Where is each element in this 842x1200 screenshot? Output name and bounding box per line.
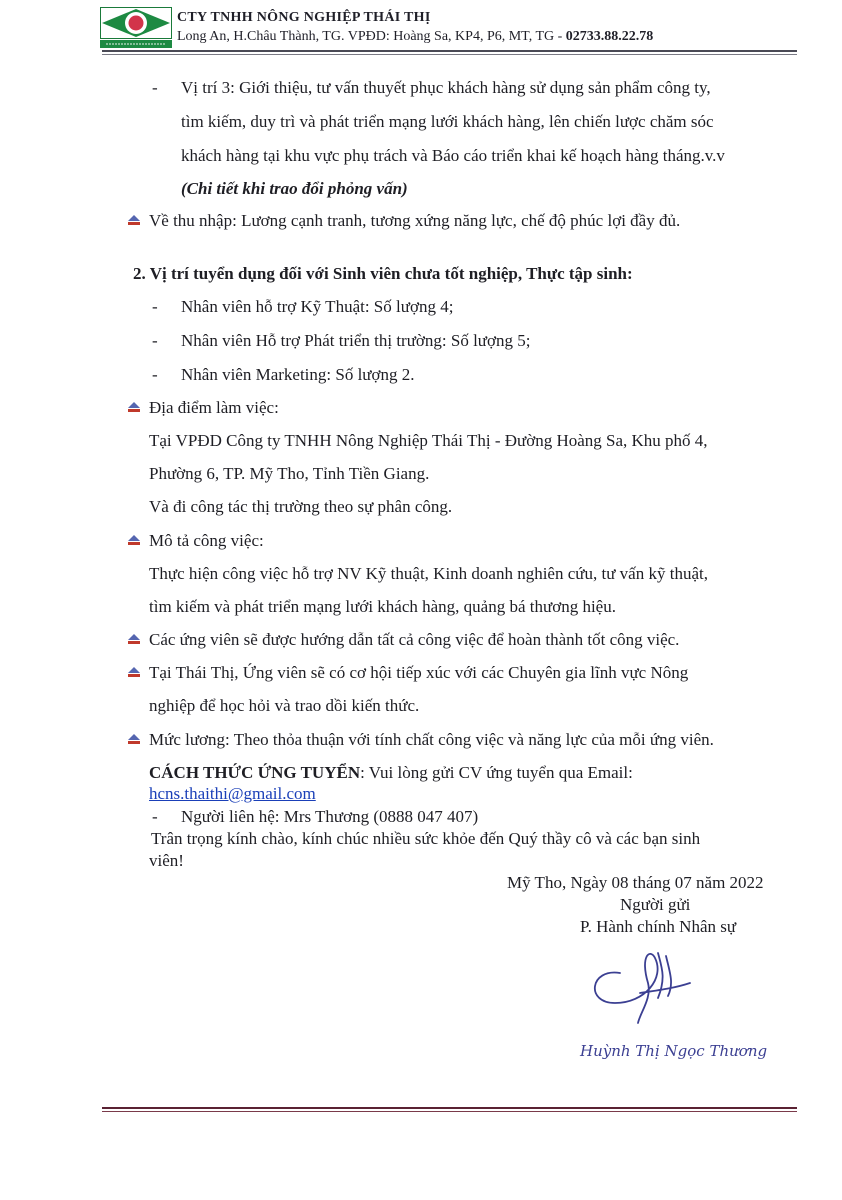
job-desc-text: Thực hiện công việc hỗ trợ NV Kỹ thuật, Kinh doanh nghiên cứu, tư vấn kỹ thuật, <box>149 564 708 583</box>
footer-rule <box>102 1107 797 1109</box>
email-link[interactable]: hcns.thaithi@gmail.com <box>149 784 316 803</box>
job-desc-text: tìm kiếm và phát triển mạng lưới khách hàng, quảng bá thương hiệu. <box>149 597 616 616</box>
bullet-arrow-icon <box>126 532 142 548</box>
letter-date: Mỹ Tho, Ngày 08 tháng 07 năm 2022 <box>507 873 764 892</box>
location-text: Tại VPĐD Công ty TNHH Nông Nghiệp Thái Thị - Đường Hoàng Sa, Khu phố 4, <box>149 431 708 450</box>
sender-label: Người gửi <box>620 895 691 914</box>
location-text: Phường 6, TP. Mỹ Tho, Tỉnh Tiền Giang. <box>149 464 430 483</box>
apply-label: CÁCH THỨC ỨNG TUYỂN <box>149 763 361 782</box>
section2-item: Nhân viên Hỗ trợ Phát triển thị trường: Số lượng 5; <box>181 331 531 350</box>
position3-text: khách hàng tại khu vực phụ trách và Báo cáo triển khai kế hoạch hàng tháng.v.v <box>181 146 725 165</box>
section2-title: 2. Vị trí tuyển dụng đối với Sinh viên chưa tốt nghiệp, Thực tập sinh: <box>133 264 633 283</box>
position3-text: Vị trí 3: Giới thiệu, tư vấn thuyết phục khách hàng sử dụng sản phẩm công ty, <box>181 78 711 97</box>
dash-marker: - <box>152 297 158 316</box>
signature-drawing <box>570 938 700 1028</box>
dash-marker: - <box>152 78 158 97</box>
dash-marker: - <box>152 365 158 384</box>
header-rule-thin <box>102 54 797 55</box>
bullet-arrow-icon <box>126 399 142 415</box>
dash-marker: - <box>152 807 158 826</box>
bullet-arrow-icon <box>126 731 142 747</box>
address-text: Long An, H.Châu Thành, TG. VPĐD: Hoàng Sa, KP4, P6, MT, TG - <box>177 29 566 44</box>
guidance-text: Các ứng viên sẽ được hướng dẫn tất cả công việc để hoàn thành tốt công việc. <box>149 630 680 649</box>
salary-text: Mức lương: Theo thỏa thuận với tính chất công việc và năng lực của mỗi ứng viên. <box>149 730 714 749</box>
location-label: Địa điểm làm việc: <box>149 398 279 417</box>
section2-item: Nhân viên hỗ trợ Kỹ Thuật: Số lượng 4; <box>181 297 454 316</box>
bullet-arrow-icon <box>126 631 142 647</box>
closing-text: viên! <box>149 851 184 870</box>
signer-name: Huỳnh Thị Ngọc Thương <box>580 1042 768 1060</box>
section2-item: Nhân viên Marketing: Số lượng 2. <box>181 365 415 384</box>
closing-text: Trân trọng kính chào, kính chúc nhiều sức khỏe đến Quý thầy cô và các bạn sinh <box>151 829 701 848</box>
contact-person: Người liên hệ: Mrs Thương (0888 047 407) <box>181 807 479 826</box>
apply-line <box>149 762 633 784</box>
dash-marker: - <box>152 331 158 350</box>
company-phone: 02733.88.22.78 <box>565 29 654 44</box>
location-text: Và đi công tác thị trường theo sự phân công. <box>149 497 453 516</box>
header-rule <box>102 50 797 52</box>
opportunity-text: nghiệp để học hỏi và trao dồi kiến thức. <box>149 696 420 715</box>
company-logo <box>100 7 172 49</box>
job-desc-label: Mô tả công việc: <box>149 531 264 550</box>
opportunity-text: Tại Thái Thị, Ứng viên sẽ có cơ hội tiếp xúc với các Chuyên gia lĩnh vực Nông <box>149 663 689 682</box>
position3-note: (Chi tiết khi trao đổi phỏng vấn) <box>181 179 408 198</box>
bullet-arrow-icon <box>126 212 142 228</box>
bullet-arrow-icon <box>126 664 142 680</box>
apply-text: : Vui lòng gửi CV ứng tuyển qua Email: <box>360 763 633 782</box>
department-name: P. Hành chính Nhân sự <box>580 917 737 936</box>
company-name: CTY TNHH NÔNG NGHIỆP THÁI THỊ <box>177 10 431 25</box>
footer-rule-thin <box>102 1111 797 1112</box>
company-address <box>177 29 653 45</box>
position3-text: tìm kiếm, duy trì và phát triển mạng lưới khách hàng, lên chiến lược chăm sóc <box>181 112 714 131</box>
income-text: Về thu nhập: Lương cạnh tranh, tương xứng năng lực, chế độ phúc lợi đầy đủ. <box>149 211 681 230</box>
